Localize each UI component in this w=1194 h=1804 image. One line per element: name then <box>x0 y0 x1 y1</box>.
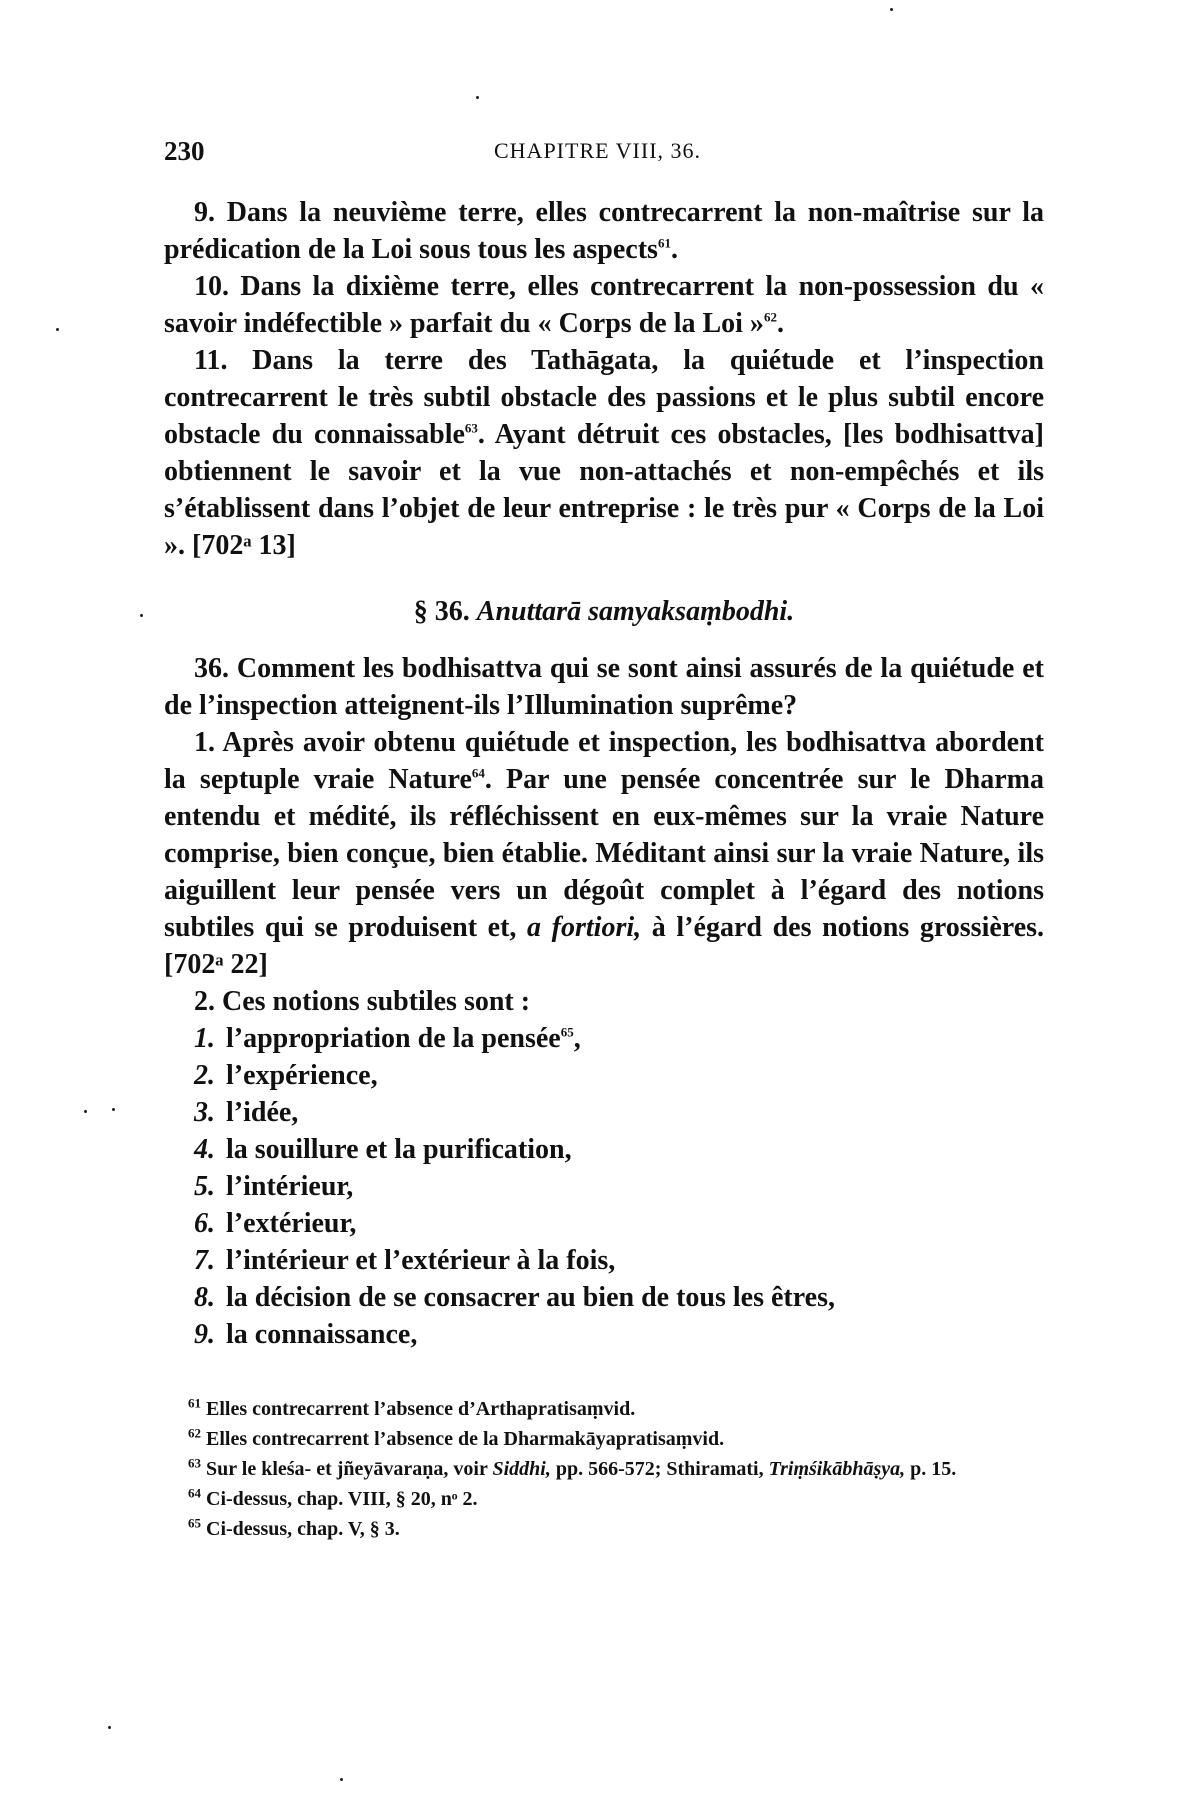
body-text <box>164 194 1044 1353</box>
section-title: Anuttarā samyaksaṃbodhi. <box>476 596 795 627</box>
list-item: 6. l’extérieur, <box>194 1208 357 1239</box>
list-item: 4. la souillure et la purification, <box>194 1134 572 1165</box>
scan-speck <box>112 1108 115 1111</box>
paragraph-2: 2. Ces notions subtiles sont : <box>194 986 531 1017</box>
scan-speck <box>56 328 59 331</box>
scan-speck <box>84 1110 87 1113</box>
list-item: 9. la connaissance, <box>194 1319 418 1350</box>
paragraph-1: 1. Après avoir obtenu quiétude et inspection, les bodhisattva abordent la septuple vraie Nature$^{64}$. Par une pensée concentrée sur le Dharma entendu et médité, ils réfléchissent en eux-mêmes sur la vraie Nature comprise, bien conçue, bien établie. Méditant ainsi sur la vraie Nature, ils aiguillent leur pensée vers un dégoût complet à l’égard des notions subtiles qui se produisent et, a fortiori, à l’égard des notions grossières. [702ᵃ 22] <box>164 727 1045 980</box>
scan-speck <box>108 1726 111 1729</box>
footnote-61: $^{61}$ Elles contrecarrent l’absence d’Arthapratisaṃvid. <box>188 1395 636 1420</box>
scan-speck <box>340 1778 343 1781</box>
footnote-ref-65[interactable]: 65 <box>560 1024 574 1040</box>
footnote-63: $^{63}$ Sur le kleśa- et jñeyāvaraṇa, voir Siddhi, pp. 566-572; Sthiramati, Triṃśikābhāṣya, p. 15. <box>188 1455 957 1480</box>
paragraph-10: 10. Dans la dixième terre, elles contrecarrent la non-possession du « savoir indéfectible » parfait du « Corps de la Loi »$^{62}$. <box>164 271 1044 339</box>
list-item: 8. la décision de se consacrer au bien de tous les êtres, <box>194 1282 835 1313</box>
footnote-ref-61[interactable]: 61 <box>657 235 671 251</box>
running-head: CHAPITRE VIII, 36. <box>494 138 702 163</box>
page-header <box>164 136 1044 168</box>
list-item: 3. l’idée, <box>194 1097 299 1128</box>
page-number: 230 <box>164 136 205 166</box>
footnote-ref-63[interactable]: 63 <box>464 420 478 436</box>
paragraph-36: 36. Comment les bodhisattva qui se sont ainsi assurés de la quiétude et de l’inspection atteignent-ils l’Illumination suprême? <box>164 653 1044 721</box>
paragraph-9: 9. Dans la neuvième terre, elles contrecarrent la non-maîtrise sur la prédication de la Loi sous tous les aspects$^{61}$. <box>164 197 1044 265</box>
footnote-62: $^{62}$ Elles contrecarrent l’absence de la Dharmakāyapratisaṃvid. <box>188 1425 725 1450</box>
footnotes <box>164 1394 1044 1544</box>
footnote-ref-62[interactable]: 62 <box>763 309 777 325</box>
list-item: 7. l’intérieur et l’extérieur à la fois, <box>194 1245 616 1276</box>
footnote-65: $^{65}$ Ci-dessus, chap. V, § 3. <box>188 1515 400 1540</box>
scan-speck <box>140 614 143 617</box>
list-item: 5. l’intérieur, <box>194 1171 354 1202</box>
scan-speck <box>890 8 893 11</box>
notions-list <box>164 1020 1044 1353</box>
list-item: 1. l’appropriation de la pensée$^{65}$, <box>194 1023 581 1054</box>
paragraph-11: 11. Dans la terre des Tathāgata, la quiétude et l’inspection contrecarrent le très subtil obstacle des passions et le plus subtil encore obstacle du connaissable$^{63}$. Ayant détruit ces obstacles, [les bodhisattva] obtiennent le savoir et la vue non-attachés et non-empêchés et ils s’établissent dans l’objet de leur entreprise : le très pur « Corps de la Loi ». [702ᵃ 13] <box>164 345 1044 561</box>
scan-speck <box>476 96 479 99</box>
footnote-64: $^{64}$ Ci-dessus, chap. VIII, § 20, nᵒ 2. <box>188 1485 478 1510</box>
section-heading: § 36. Anuttarā samyaksaṃbodhi. <box>413 596 795 627</box>
list-item: 2. l’expérience, <box>194 1060 378 1091</box>
footnote-ref-64[interactable]: 64 <box>471 765 485 781</box>
